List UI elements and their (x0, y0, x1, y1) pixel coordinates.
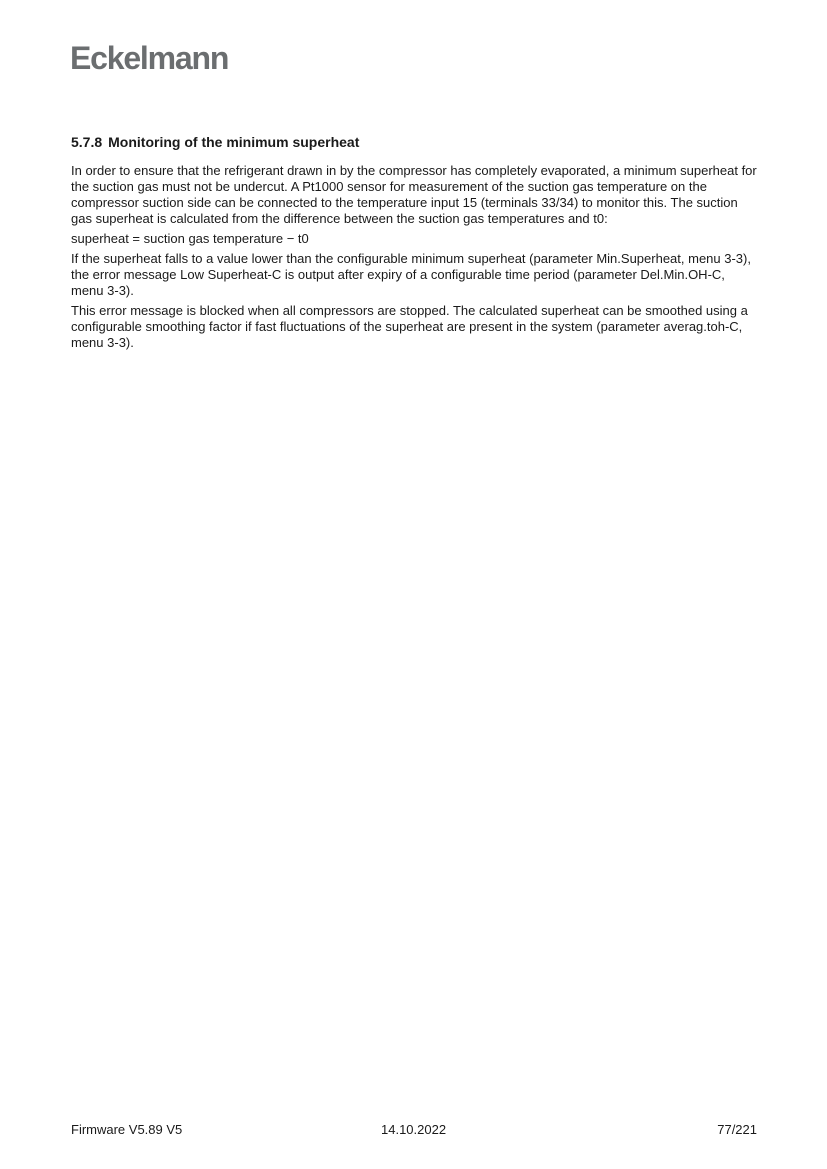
paragraph-error-message: If the superheat falls to a value lower than the configurable minimum superheat (parameter Min.Superheat, menu 3-3), the error message Low Superheat-C is output after expiry of a configurable time period (parameter Del.Min.OH-C, menu 3-3). (71, 251, 751, 298)
paragraph-intro: In order to ensure that the refrigerant drawn in by the compressor has completely evaporated, a minimum superheat for the suction gas must not be undercut. A Pt1000 sensor for measurement of the suction gas temperature on the compressor suction side can be connected to the temperature input 15 (terminals 33/34) to monitor this. The suction gas superheat is calculated from the difference between the suction gas temperatures and t0: (71, 163, 757, 226)
company-logo: Eckelmann (70, 40, 229, 76)
footer-page-number: 77/221 (717, 1122, 757, 1137)
paragraph-smoothing: This error message is blocked when all compressors are stopped. The calculated superheat can be smoothed using a configurable smoothing factor if fast fluctuations of the superheat are present in the system (parameter averag.toh-C, menu 3-3). (71, 303, 748, 350)
section-title: Monitoring of the minimum superheat (108, 134, 360, 150)
footer-firmware: Firmware V5.89 V5 (71, 1122, 183, 1137)
section-number: 5.7.8 (71, 134, 103, 150)
section-content (71, 133, 757, 355)
paragraph-formula: superheat = suction gas temperature − t0 (71, 231, 309, 246)
footer-date: 14.10.2022 (381, 1122, 447, 1137)
section-heading (71, 133, 757, 151)
